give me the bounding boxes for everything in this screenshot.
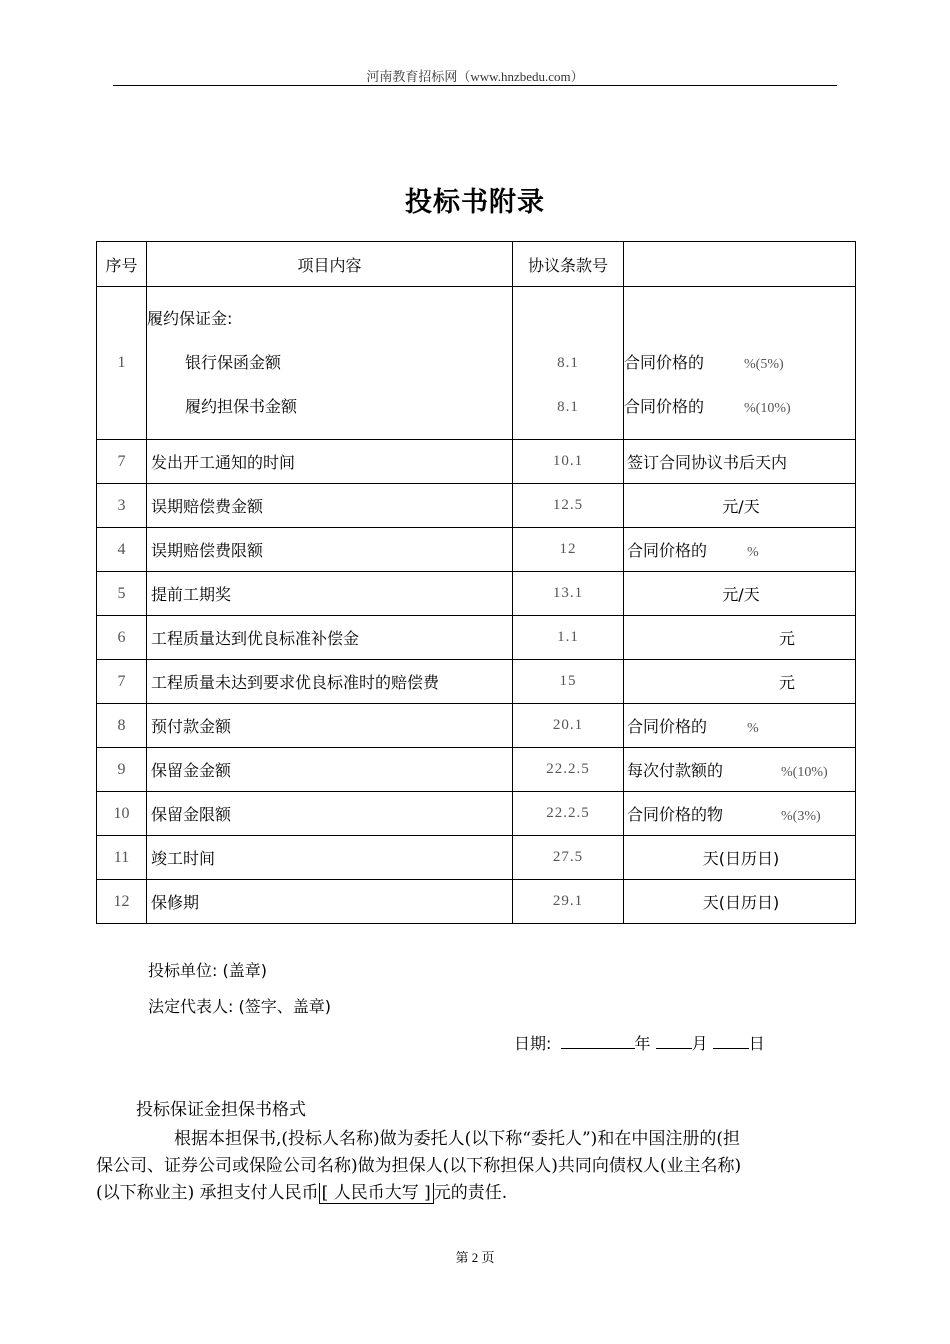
row-value (624, 792, 856, 836)
row-value (624, 528, 856, 572)
bidder-seal-label: 投标单位: (盖章) (148, 961, 267, 980)
row-num: 3 (97, 484, 147, 528)
row-item: 误期赔偿费限额 (147, 528, 513, 572)
value-percent: %(10%) (781, 765, 828, 780)
value-text: 元/天 (722, 585, 760, 604)
header-item: 项目内容 (147, 242, 513, 287)
table-row (97, 287, 856, 440)
month-blank[interactable] (656, 1048, 692, 1049)
value-percent: %(3%) (781, 809, 821, 824)
header-value (624, 242, 856, 287)
value-text: 每次付款额的 (627, 761, 724, 780)
table-header-row (97, 242, 856, 287)
header-clause: 协议条款号 (513, 242, 624, 287)
row-item: 工程质量未达到要求优良标准时的赔偿费 (147, 660, 513, 704)
representative-sign-label: 法定代表人: (签字、盖章) (148, 997, 331, 1016)
row-num: 4 (97, 528, 147, 572)
year-label: 年 (634, 1034, 651, 1053)
appendix-table (96, 241, 856, 924)
header-divider (113, 85, 837, 86)
row-clause: 13.1 (513, 572, 624, 616)
row-value: 合同价格的 %(5%) 合同价格的 %(10%) (624, 287, 856, 440)
row-num: 10 (97, 792, 147, 836)
site-header: 河南教育招标网（www.hnzbedu.com） (366, 69, 584, 84)
table-row (97, 748, 856, 792)
row-clause: 27.5 (513, 836, 624, 880)
table-row (97, 880, 856, 924)
value-text: 元 (778, 673, 795, 692)
item-sub: 履约担保书金额 (185, 397, 298, 416)
row-clause: 15 (513, 660, 624, 704)
year-blank[interactable] (561, 1048, 635, 1049)
row-clause: 10.1 (513, 440, 624, 484)
guarantee-line-3-prefix: (以下称业主) 承担支付人民币 (96, 1183, 319, 1203)
row-clause: 12.5 (513, 484, 624, 528)
value-text: 合同价格的 (627, 717, 708, 736)
row-item: 发出开工通知的时间 (147, 440, 513, 484)
value-text: 合同价格的 (627, 541, 708, 560)
row-num: 7 (97, 440, 147, 484)
guarantee-line-1: 根据本担保书,(投标人名称)做为委托人(以下称“委托人”)和在中国注册的(担 (174, 1129, 740, 1149)
table-row (97, 528, 856, 572)
row-item: 保留金金额 (147, 748, 513, 792)
row-value (624, 484, 856, 528)
value-text: 天(日历日) (702, 849, 780, 868)
table-row (97, 704, 856, 748)
row-num: 12 (97, 880, 147, 924)
table-row (97, 792, 856, 836)
row-value (624, 880, 856, 924)
month-label: 月 (691, 1034, 708, 1053)
row-clause: 22.2.5 (513, 792, 624, 836)
date-label: 日期: (514, 1034, 552, 1053)
guarantee-line-3-suffix: 元的责任. (433, 1183, 508, 1203)
value-text: 天(日历日) (702, 893, 780, 912)
table-row (97, 836, 856, 880)
item-main: 履约保证金: (147, 309, 233, 328)
row-clause: 12 (513, 528, 624, 572)
row-value (624, 704, 856, 748)
row-num: 8 (97, 704, 147, 748)
day-blank[interactable] (713, 1048, 749, 1049)
row-num: 11 (97, 836, 147, 880)
row-num: 6 (97, 616, 147, 660)
table-row (97, 440, 856, 484)
page-number: 第 2 页 (455, 1250, 495, 1265)
date-line (514, 1031, 765, 1054)
guarantee-heading: 投标保证金担保书格式 (136, 1100, 306, 1120)
row-item: 误期赔偿费金额 (147, 484, 513, 528)
value-percent: % (747, 545, 759, 560)
row-item: 工程质量达到优良标准补偿金 (147, 616, 513, 660)
table-row (97, 484, 856, 528)
row-item: 保留金限额 (147, 792, 513, 836)
row-num: 1 (97, 287, 147, 440)
row-clause: 20.1 (513, 704, 624, 748)
guarantee-line-3 (96, 1180, 507, 1207)
row-clause: 22.2.5 (513, 748, 624, 792)
row-num: 5 (97, 572, 147, 616)
day-label: 日 (748, 1034, 765, 1053)
amount-fill-field[interactable]: [ 人民币大写 ] (319, 1183, 434, 1204)
header-num: 序号 (97, 242, 147, 287)
row-item: 竣工时间 (147, 836, 513, 880)
row-item (147, 287, 513, 440)
guarantee-line-2: 保公司、证券公司或保险公司名称)做为担保人(以下称担保人)共同向债权人(业主名称) (96, 1156, 742, 1176)
table-row (97, 616, 856, 660)
row-value (624, 616, 856, 660)
row-value (624, 748, 856, 792)
row-value (624, 660, 856, 704)
value-percent: % (747, 721, 759, 736)
value-text: 元 (778, 629, 795, 648)
value-text: 签订合同协议书后天内 (627, 453, 788, 472)
row-item: 保修期 (147, 880, 513, 924)
row-clause: 29.1 (513, 880, 624, 924)
value-text: 合同价格的物 (627, 805, 724, 824)
row-clause: 8.1 8.1 (513, 287, 624, 440)
table-row (97, 572, 856, 616)
item-sub: 银行保函金额 (185, 353, 282, 372)
row-item: 提前工期奖 (147, 572, 513, 616)
row-item: 预付款金额 (147, 704, 513, 748)
row-value (624, 836, 856, 880)
value-text: 元/天 (722, 497, 760, 516)
row-num: 7 (97, 660, 147, 704)
page-title: 投标书附录 (405, 187, 545, 218)
row-value (624, 572, 856, 616)
row-value (624, 440, 856, 484)
row-num: 9 (97, 748, 147, 792)
table-row (97, 660, 856, 704)
row-clause: 1.1 (513, 616, 624, 660)
